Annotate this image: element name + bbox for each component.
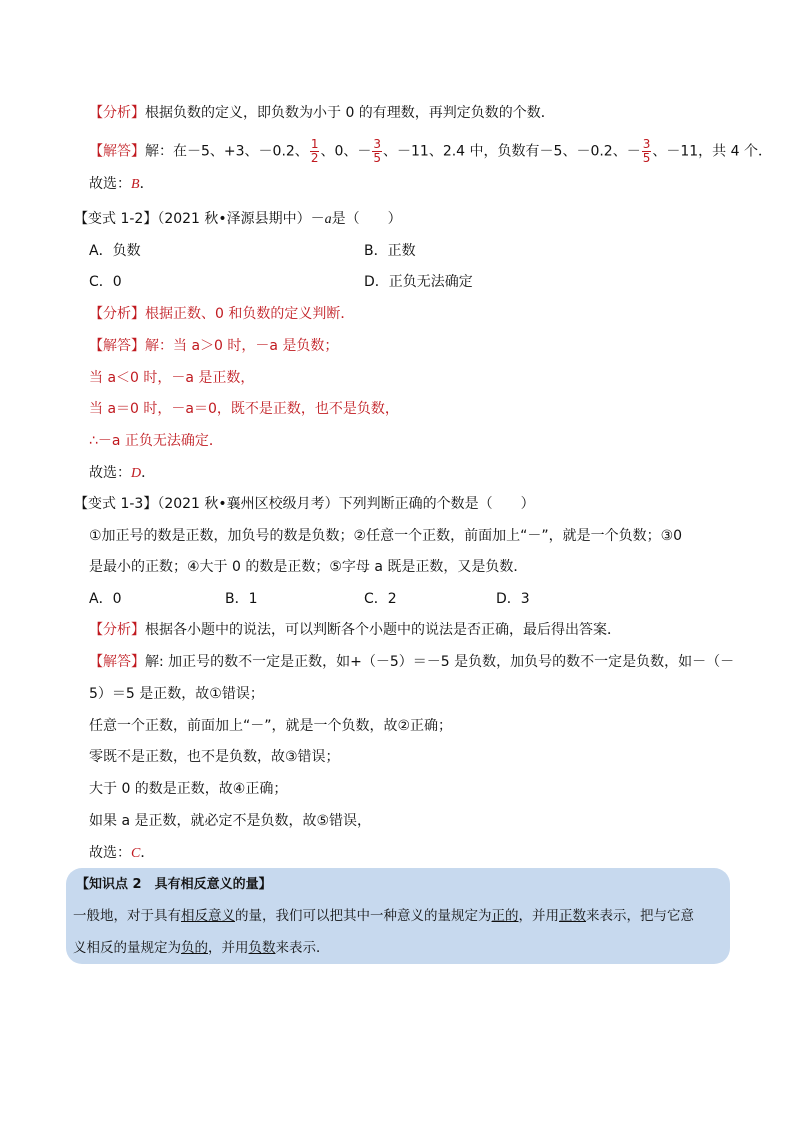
question-1-3-stem (74, 494, 535, 514)
choose-label: 故选： (89, 845, 131, 861)
answer-text-3: 、－11、2.4 中，负数有－5、－0.2、－ (383, 143, 641, 160)
underlined-term: 负数 (248, 940, 276, 956)
question-tag: 【变式 1-3】 (74, 496, 158, 512)
stem-variable: a (324, 212, 332, 227)
answer-line-6: 如果 a 是正数，就必定不是负数，故⑤错误， (89, 813, 372, 829)
choose-end: ． (140, 845, 155, 861)
option-c: C．0 (89, 274, 122, 290)
answer-line-2: 5）＝5 是正数，故①错误； (89, 686, 264, 702)
answer-text-4: 、－11，共 4 个． (652, 143, 772, 160)
answer-text: 解：当 a＞0 时，－a 是负数； (145, 338, 339, 354)
choose-line (89, 463, 155, 484)
knowledge-text: ，并用 (518, 908, 559, 924)
stem-minus: － (310, 211, 325, 227)
stem-text: 是（ ） (331, 211, 402, 227)
knowledge-text: 来表示，把与它意 (586, 908, 694, 924)
answer-tag: 【解答】 (89, 338, 145, 354)
question-source: （2021 秋•泽源县期中） (157, 211, 311, 227)
analysis-tag: 【分析】 (89, 306, 145, 322)
knowledge-text: ，并用 (208, 940, 249, 956)
knowledge-text: 义相反的量规定为 (73, 940, 181, 956)
analysis-tag: 【分析】 (89, 622, 145, 638)
answer-tag: 【解答】 (89, 143, 145, 160)
analysis-line (89, 103, 555, 123)
underlined-term: 负的 (181, 940, 208, 956)
option-b: B．1 (225, 591, 258, 607)
analysis-line (89, 304, 354, 324)
choose-end: ． (141, 465, 156, 481)
knowledge-text: 的量，我们可以把其中一种意义的量规定为 (235, 908, 492, 924)
analysis-tag: 【分析】 (89, 105, 145, 121)
underlined-term: 相反意义 (181, 908, 235, 924)
choose-value: D (131, 466, 142, 481)
choose-value: C (131, 846, 141, 861)
fraction-3-5-b (642, 138, 652, 165)
answer-line-2: 当 a＜0 时，－a 是正数， (89, 370, 255, 386)
choose-line (89, 843, 154, 864)
choose-end: ． (139, 176, 154, 192)
knowledge-text: 来表示． (275, 940, 330, 956)
choose-line (89, 174, 154, 195)
stem-text: 下列判断正确的个数是（ ） (338, 496, 535, 512)
knowledge-line-1 (73, 906, 694, 926)
underlined-term: 正数 (559, 908, 586, 924)
analysis-text: 根据负数的定义，即负数为小于 0 的有理数，再判定负数的个数． (145, 105, 555, 121)
knowledge-line-2 (73, 938, 330, 958)
option-b: B．正数 (364, 243, 416, 259)
statement-line-2: 是最小的正数；④大于 0 的数是正数；⑤字母 a 既是正数，又是负数． (89, 559, 528, 575)
fraction-denominator: 5 (373, 151, 382, 165)
answer-line-4: 零既不是正数，也不是负数，故③错误； (89, 749, 340, 765)
answer-text-2: 、0、－ (320, 143, 372, 160)
answer-line-3: 任意一个正数，前面加上“－”，就是一个负数，故②正确； (89, 718, 453, 734)
fraction-1-2 (310, 138, 320, 165)
answer-text: 解: 加正号的数不一定是正数，如+（－5）＝－5 是负数，加负号的数不一定是负数，如－（－ (145, 654, 735, 670)
answer-tag: 【解答】 (89, 654, 145, 670)
knowledge-text: 一般地，对于具有 (73, 908, 181, 924)
option-d: D．3 (496, 591, 530, 607)
fraction-numerator: 1 (310, 137, 319, 151)
answer-line-1 (89, 336, 338, 356)
fraction-denominator: 5 (642, 151, 651, 165)
option-d: D．正负无法确定 (364, 274, 473, 290)
answer-line-5: 大于 0 的数是正数，故④正确； (89, 781, 288, 797)
fraction-numerator: 3 (373, 137, 382, 151)
answer-line-3: 当 a＝0 时，－a＝0，既不是正数，也不是负数， (89, 401, 399, 417)
option-a: A．0 (89, 591, 122, 607)
question-source: （2021 秋•襄州区校级月考） (157, 496, 339, 512)
option-c: C．2 (364, 591, 397, 607)
answer-line (89, 138, 772, 165)
underlined-term: 正的 (491, 908, 519, 924)
answer-line-4: ∴－a 正负无法确定． (89, 433, 223, 449)
fraction-numerator: 3 (642, 137, 651, 151)
analysis-text: 根据各小题中的说法，可以判断各个小题中的说法是否正确，最后得出答案． (145, 622, 621, 638)
question-1-2-stem (74, 209, 402, 230)
analysis-line (89, 620, 621, 640)
statement-line-1: ①加正号的数是正数，加负号的数是负数；②任意一个正数，前面加上“－”，就是一个负数；③0 (89, 528, 683, 544)
option-a: A．负数 (89, 243, 141, 259)
answer-text-1: 解：在－5、+3、－0.2、 (145, 143, 309, 160)
analysis-text: 根据正数、0 和负数的定义判断． (145, 306, 355, 322)
answer-line-1 (89, 652, 734, 672)
fraction-denominator: 2 (310, 151, 319, 165)
choose-label: 故选： (89, 465, 131, 481)
question-tag: 【变式 1-2】 (74, 211, 158, 227)
knowledge-title: 【知识点 2 具有相反意义的量】 (76, 877, 272, 892)
fraction-3-5 (372, 138, 382, 165)
choose-value: B (131, 177, 140, 192)
choose-label: 故选： (89, 176, 131, 192)
